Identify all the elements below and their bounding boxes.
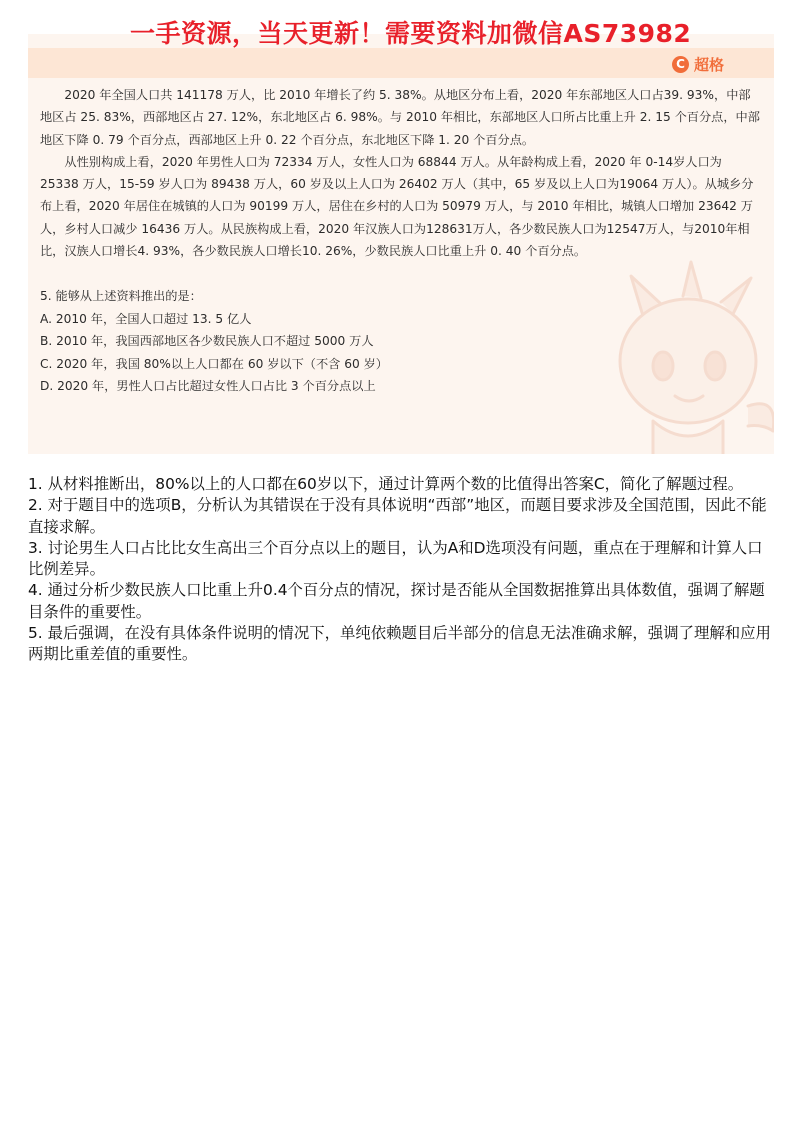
note-item: 5. 最后强调，在没有具体条件说明的情况下，单纯依赖题目后半部分的信息无法准确求解，强调了理解和应用两期比重差值的重要性。 (28, 624, 771, 664)
analysis-notes (28, 474, 776, 666)
question-card (28, 34, 774, 454)
option-b: B. 2010 年，我国西部地区各少数民族人口不超过 5000 万人 (40, 334, 374, 348)
card-header-bar (28, 48, 774, 78)
passage-paragraph: 从性别构成上看，2020 年男性人口为 72334 万人，女性人口为 68844 万人。从年龄构成上看，2020 年 0-14岁人口为 25338 万人，15-59 岁人口为 89438 万人，60 岁及以上人口为 26402 万人（其中，65 岁及以上人口为19064 万人）。从城乡分布上看，2020 年居住在城镇的人口为 90199 万人，居住在乡村的人口为 50979 万人，与 2010 年相比，城镇人口增加 23642 万人，乡村人口减少 16436 万人。从民族构成上看，2020 年汉族人口为128631万人，各少数民族人口为12547万人，与2010年相比，汉族人口增长4. 93%，各少数民族人口增长10. 26%，少数民族人口比重上升 0. 40 个百分点。 (40, 154, 754, 259)
note-item: 2. 对于题目中的选项B，分析认为其错误在于没有具体说明“西部”地区，而题目要求涉及全国范围，因此不能直接求解。 (28, 496, 767, 536)
option-d: D. 2020 年，男性人口占比超过女性人口占比 3 个百分点以上 (40, 379, 376, 393)
note-item: 3. 讨论男生人口占比比女生高出三个百分点以上的题目，认为A和D选项没有问题，重点在于理解和计算人口比例差异。 (28, 538, 763, 579)
passage-paragraph: 2020 年全国人口共 141178 万人，比 2010 年增长了约 5. 38%。从地区分布上看，2020 年东部地区人口占39. 93%，中部地区占 25. 83%，西部地区占 27. 12%，东北地区占 6. 98%。与 2010 年相比，东部地区人口所占比重上升 2. 15 个百分点，中部地区下降 0. 79 个百分点，西部地区上升 0. 22 个百分点，东北地区下降 1. 20 个百分点。 (40, 88, 760, 147)
passage-text (40, 84, 762, 262)
c-logo-icon: C (672, 56, 689, 73)
option-a: A. 2010 年，全国人口超过 13. 5 亿人 (40, 311, 252, 326)
brand-label: 超格 (693, 55, 724, 74)
question-block (40, 285, 762, 398)
note-item: 1. 从材料推断出，80%以上的人口都在60岁以下，通过计算两个数的比值得出答案C，简化了解题过程。 (28, 475, 744, 493)
note-item: 4. 通过分析少数民族人口比重上升0.4个百分点的情况，探讨是否能从全国数据推算出具体数值，强调了解题目条件的重要性。 (28, 581, 765, 621)
option-c: C. 2020 年，我国 80%以上人口都在 60 岁以下（不含 60 岁） (40, 356, 388, 371)
promo-banner: 一手资源，当天更新！需要资料加微信AS73982 (130, 19, 692, 48)
brand-logo (672, 53, 724, 75)
question-stem: 5. 能够从上述资料推出的是： (40, 289, 202, 303)
